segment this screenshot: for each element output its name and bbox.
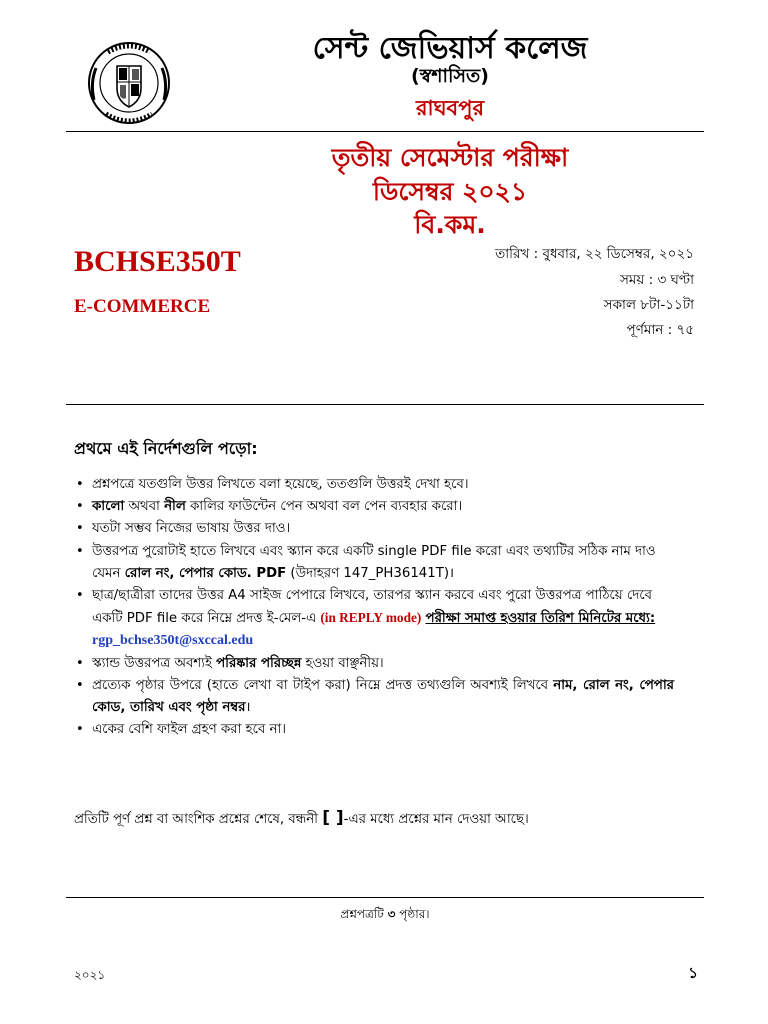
instruction-text: একের বেশি ফাইল গ্রহণ করা হবে না।	[92, 722, 287, 738]
list-item	[74, 496, 674, 518]
instruction-text: যতটা সম্ভব নিজের ভাষায় উত্তর দাও।	[92, 521, 291, 537]
list-item	[74, 675, 674, 719]
section-divider	[66, 404, 704, 405]
exam-course: বি.কম.	[414, 210, 486, 239]
list-item	[74, 653, 674, 675]
instruction-text: একটি PDF file করে নিম্নে প্রদত্ত ই-মেল-এ	[92, 611, 321, 627]
paper-name: E-COMMERCE	[74, 296, 211, 317]
instruction-text: ।	[245, 700, 251, 716]
instruction-text: অথবা	[124, 499, 165, 515]
campus-name: রাঘবপুর	[415, 96, 485, 120]
exam-duration: সময় : ৩ ঘণ্টা	[619, 272, 694, 288]
instruction-text: যেমন	[92, 565, 125, 581]
list-item	[74, 518, 674, 540]
paper-code: BCHSE350T	[74, 245, 241, 278]
list-item	[74, 474, 674, 496]
page-count-text: প্রশ্নপত্রটি	[340, 907, 388, 921]
instruction-text: কালির ফাউন্টেন পেন অথবা বল পেন ব্যবহার করো।	[185, 499, 463, 515]
header-divider	[66, 131, 704, 132]
college-name: সেন্ট জেভিয়ার্স কলেজ	[312, 31, 588, 66]
exam-title: তৃতীয় সেমেস্টার পরীক্ষা	[331, 143, 569, 172]
instruction-text: (উদাহরণ 147_PH36141T)।	[286, 565, 455, 581]
college-crest-icon	[84, 38, 174, 128]
instruction-text: উত্তরপত্র পুরোটাই হাতে লিখবে এবং স্ক্যান করে একটি single PDF file করো এবং তথ্যটির সঠিক নাম দাও	[92, 543, 656, 559]
instructions-list	[74, 474, 674, 741]
reply-mode-note: (in REPLY mode)	[320, 610, 422, 626]
instructions-heading: প্রথমে এই নির্দেশগুলি পড়ো:	[74, 439, 258, 458]
submission-email-link[interactable]: rgp_bchse350t@sxccal.edu	[92, 633, 254, 649]
marks-bracket: [ ]	[322, 808, 344, 828]
instruction-emphasis: পরিষ্কার পরিচ্ছন্ন	[216, 655, 302, 671]
list-item	[74, 585, 674, 653]
page-count-note	[66, 906, 704, 926]
instruction-text: হওয়া বাঞ্ছনীয়।	[301, 655, 384, 671]
autonomous-status: (স্বশাসিত)	[411, 65, 489, 87]
instruction-text: ছাত্র/ছাত্রীরা তাদের উত্তর A4 সাইজ পেপারে লিখবে, তারপর স্ক্যান করবে এবং পুরো উত্তরপত্র পাঠিয়ে দেবে	[92, 588, 652, 604]
page-number: ১	[688, 964, 698, 982]
file-name-format: রোল নং, পেপার কোড. PDF	[124, 565, 287, 581]
exam-time: সকাল ৮টা-১১টা	[603, 297, 694, 313]
instruction-text: প্রশ্নপত্রে যতগুলি উত্তর লিখতে বলা হয়েছে, ততগুলি উত্তরই দেখা হবে।	[92, 477, 469, 492]
instruction-text: প্রত্যেক পৃষ্ঠার উপরে (হাতে লেখা বা টাইপ করা) নিম্নে প্রদত্ত তথ্যগুলি অবশ্যই লিখবে	[92, 677, 554, 693]
page-count-text: পৃষ্ঠার।	[395, 907, 430, 921]
page-count-number: ৩	[387, 907, 396, 921]
instruction-emphasis: নীল	[164, 499, 186, 515]
list-item	[74, 541, 674, 585]
list-item	[74, 719, 674, 741]
exam-month: ডিসেম্বর ২০২১	[372, 177, 528, 206]
footer-divider	[66, 897, 704, 898]
footer-year: ২০২১	[74, 968, 106, 982]
marks-note	[74, 808, 529, 831]
submission-deadline: পরীক্ষা সমাপ্ত হওয়ার তিরিশ মিনিটের মধ্যে:	[425, 611, 656, 627]
marks-note-text: -এর মধ্যে প্রশ্নের মান দেওয়া আছে।	[343, 812, 529, 827]
instruction-emphasis: কালো	[92, 499, 125, 515]
exam-date: তারিখ : বুধবার, ২২ ডিসেম্বর, ২০২১	[495, 246, 694, 262]
required-details: নাম, রোল নং, পেপার কোড, তারিখ এবং পৃষ্ঠা নম্বর	[92, 677, 674, 716]
instruction-text: স্ক্যান্ড উত্তরপত্র অবশ্যই	[92, 655, 217, 671]
full-marks: পূর্ণমান : ৭৫	[626, 322, 694, 338]
marks-note-text: প্রতিটি পূর্ণ প্রশ্ন বা আংশিক প্রশ্নের শেষে, বন্ধনী	[74, 812, 323, 827]
